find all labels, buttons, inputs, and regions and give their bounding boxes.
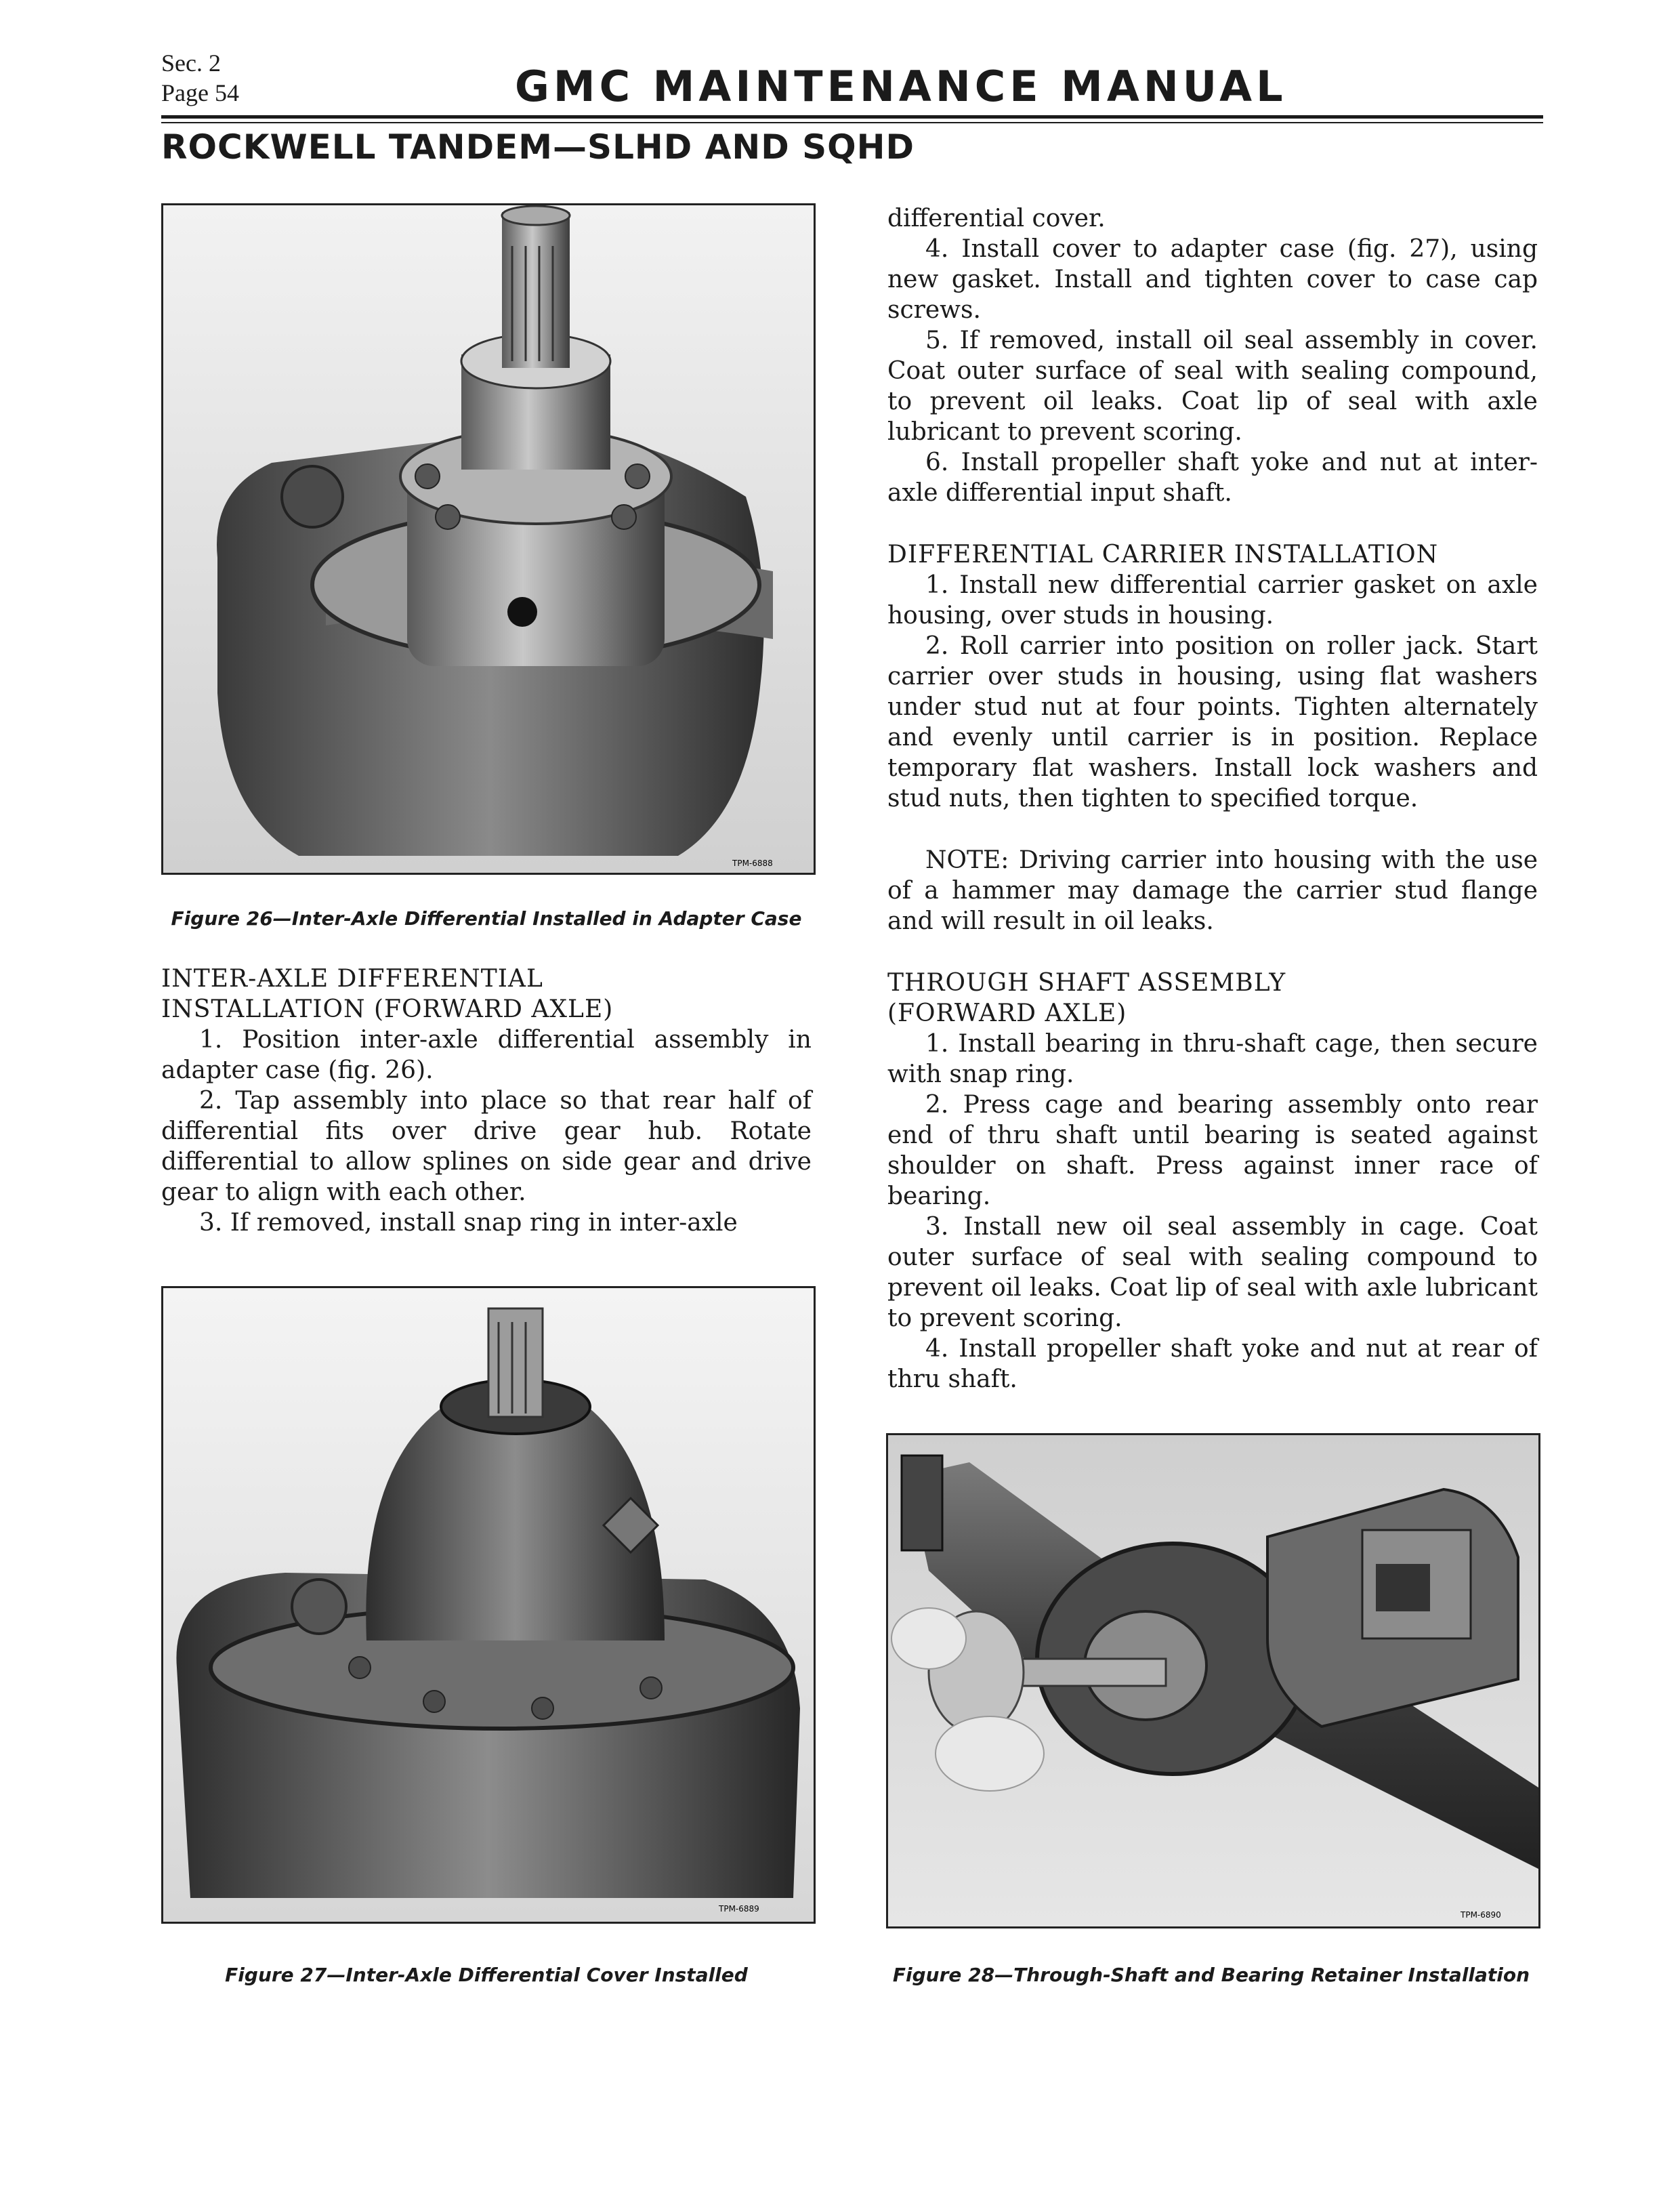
heading-through-shaft-1: THROUGH SHAFT ASSEMBLY xyxy=(887,969,1286,997)
step-paragraph: 2. Roll carrier into position on roller jack. Start carrier over studs in housing, using flat washers under stud nut at four points. Tighten alternately and evenly until carrier is in position. Replace temporary flat washers. Install lock washers and stud nuts, then tighten to specified torque. xyxy=(887,632,1538,812)
figure-28-photo xyxy=(886,1433,1540,1928)
section-number: Sec. 2 xyxy=(161,49,221,77)
figure-26-tag: TPM-6888 xyxy=(732,859,773,868)
figure-28-caption: Figure 28—Through-Shaft and Bearing Retainer Installation xyxy=(892,1964,1530,1986)
heading-inter-axle-2: INSTALLATION (FORWARD AXLE) xyxy=(161,995,614,1023)
figure-28-tag: TPM-6890 xyxy=(1461,1910,1501,1920)
step-paragraph: 2. Press cage and bearing assembly onto rear end of thru shaft until bearing is seated against shoulder on shaft. Press against inner race of bearing. xyxy=(887,1091,1538,1210)
figure-27-caption: Figure 27—Inter-Axle Differential Cover Installed xyxy=(225,1964,748,1986)
note-paragraph: NOTE: Driving carrier into housing with the use of a hammer may damage the carrier stud flange and will result in oil leaks. xyxy=(887,846,1538,935)
right-column-text xyxy=(887,203,1538,1395)
manual-title: GMC MAINTENANCE MANUAL xyxy=(515,62,1287,111)
page-number: Page 54 xyxy=(161,79,239,106)
step-paragraph: 3. Install new oil seal assembly in cage. Coat outer surface of seal with sealing compound to prevent oil leaks. Coat lip of seal with axle lubricant to prevent scoring. xyxy=(887,1213,1538,1332)
step-paragraph: 3. If removed, install snap ring in inter-axle xyxy=(199,1209,738,1237)
section-title: ROCKWELL TANDEM—SLHD AND SQHD xyxy=(161,127,915,167)
step-paragraph: 4. Install propeller shaft yoke and nut at rear of thru shaft. xyxy=(887,1335,1538,1393)
step-paragraph: 1. Position inter-axle differential assembly in adapter case (fig. 26). xyxy=(161,1026,812,1084)
figure-27-photo xyxy=(161,1286,816,1924)
heading-carrier-installation: DIFFERENTIAL CARRIER INSTALLATION xyxy=(887,541,1439,569)
header-rule-thin xyxy=(161,122,1543,123)
figure-27-tag: TPM-6889 xyxy=(719,1904,759,1914)
step-paragraph: 5. If removed, install oil seal assembly in cover. Coat outer surface of seal with sealing compound, to prevent oil leaks. Coat lip of seal with axle lubricant to prevent scoring. xyxy=(887,327,1538,446)
step-paragraph: 2. Tap assembly into place so that rear half of differential fits over drive gear hub. Rotate differential to allow splines on side gear and drive gear to align with each other. xyxy=(161,1087,812,1206)
step-paragraph: 6. Install propeller shaft yoke and nut at inter-axle differential input shaft. xyxy=(887,449,1538,507)
step-paragraph: 1. Install bearing in thru-shaft cage, then secure with snap ring. xyxy=(887,1030,1538,1088)
continuation-text: differential cover. xyxy=(887,205,1106,232)
step-paragraph: 4. Install cover to adapter case (fig. 27), using new gasket. Install and tighten cover to case cap screws. xyxy=(887,235,1538,324)
header-rule xyxy=(161,115,1543,119)
step-paragraph: 1. Install new differential carrier gasket on axle housing, over studs in housing. xyxy=(887,571,1538,629)
heading-inter-axle-1: INTER-AXLE DIFFERENTIAL xyxy=(161,965,543,993)
left-column-text xyxy=(161,964,812,1238)
figure-26-caption: Figure 26—Inter-Axle Differential Installed in Adapter Case xyxy=(171,907,802,930)
heading-through-shaft-2: (FORWARD AXLE) xyxy=(887,999,1127,1027)
figure-26-photo xyxy=(161,203,816,875)
